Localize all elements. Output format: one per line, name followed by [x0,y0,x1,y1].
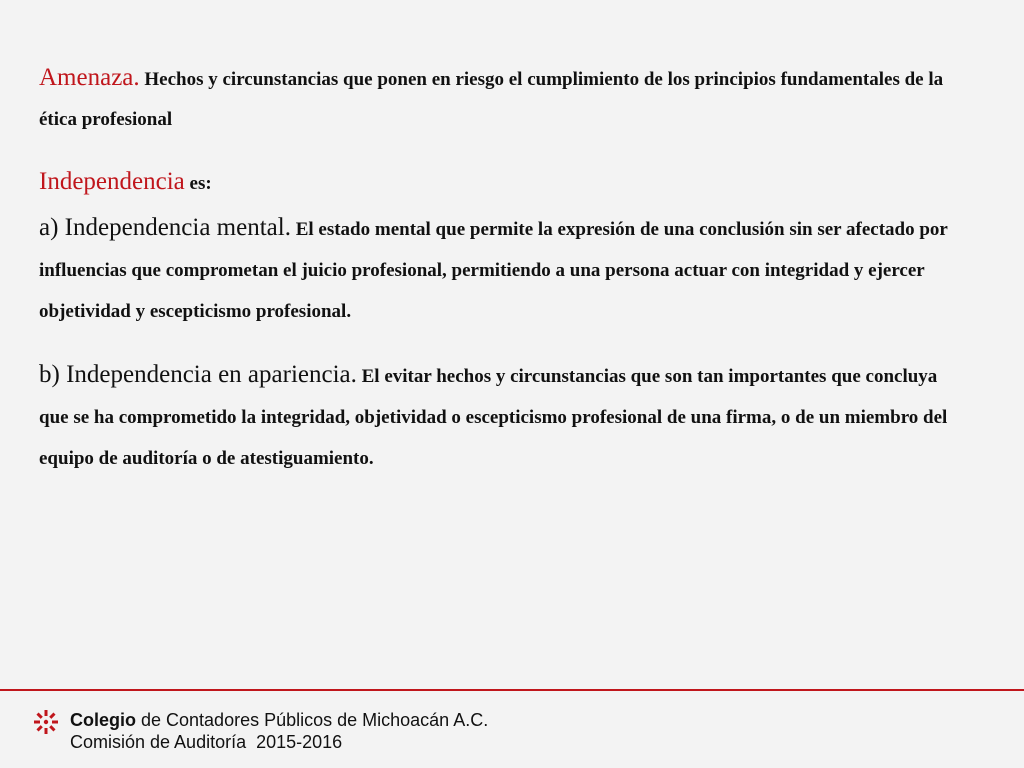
amenaza-term: Amenaza. [39,64,140,91]
footer [34,709,488,753]
mental-heading: a) Independencia mental. [39,214,291,241]
footer-text [70,709,488,753]
mental-text: El estado mental que permite la expresión de una conclusión sin ser afectado por influencias que comprometan el juicio profesional, permitiendo a una persona actuar con integridad y ejercer objetividad y escepticismo profesional. [39,219,948,322]
apariencia-text: El evitar hechos y circunstancias que son tan importantes que concluya que se ha comprometido la integridad, objetividad o escepticismo profesional de una firma, o de un miembro del equipo de auditoría o de atestiguamiento. [39,366,948,469]
footer-org-line [70,709,488,731]
apariencia-section [39,354,959,479]
mental-section [39,207,959,332]
apariencia-heading: b) Independencia en apariencia. [39,361,357,388]
slide-content [39,58,959,479]
amenaza-paragraph [39,58,959,140]
amenaza-definition: Hechos y circunstancias que ponen en riesgo el cumplimiento de los principios fundamentales de la ética profesional [39,69,944,130]
independencia-suffix: es: [189,173,212,194]
footer-org-rest: de Contadores Públicos de Michoacán A.C. [136,710,489,730]
independencia-term: Independencia [39,168,185,195]
footer-commission: Comisión de Auditoría 2015-2016 [70,732,343,752]
college-logo-icon [34,710,58,734]
independencia-paragraph [39,162,959,204]
footer-divider [0,689,1024,691]
footer-org-bold: Colegio [70,710,136,730]
